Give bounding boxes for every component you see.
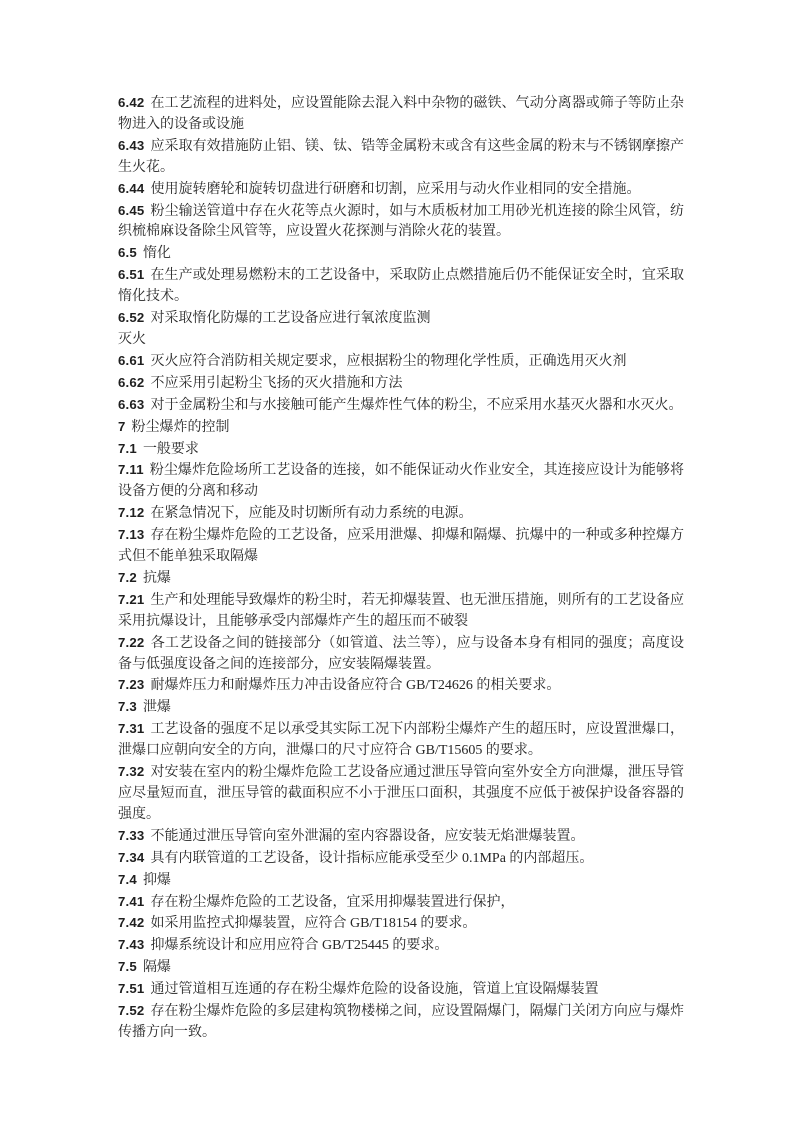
clause-number: 7.32 — [118, 764, 145, 780]
clause-paragraph — [118, 762, 684, 826]
clause-text: 灭火 — [118, 331, 146, 347]
clause-number: 7.23 — [118, 677, 145, 693]
clause-number: 7.34 — [118, 849, 145, 865]
clause-text: 如采用监控式抑爆装置，应符合 GB/T18154 的要求。 — [150, 916, 477, 932]
clause-number: 7.51 — [118, 981, 145, 997]
clause-number: 6.44 — [118, 180, 145, 196]
clause-text: 耐爆炸压力和耐爆炸压力冲击设备应符合 GB/T24626 的相关要求。 — [150, 678, 561, 694]
clause-paragraph — [118, 957, 684, 979]
clause-paragraph — [118, 460, 684, 503]
clause-paragraph — [118, 179, 684, 201]
clause-paragraph — [118, 697, 684, 719]
clause-number: 7.41 — [118, 893, 145, 909]
clause-text: 不能通过泄压导管向室外泄漏的室内容器设备，应安装无焰泄爆装置。 — [150, 828, 585, 844]
clause-number: 7.13 — [118, 527, 145, 543]
clause-paragraph — [118, 568, 684, 590]
clause-paragraph — [118, 439, 684, 461]
clause-number: 7.22 — [118, 634, 145, 650]
clause-number: 7.1 — [118, 440, 137, 456]
clause-paragraph — [118, 633, 684, 676]
clause-number: 6.51 — [118, 267, 145, 283]
clause-number: 6.5 — [118, 245, 137, 261]
clause-paragraph — [118, 93, 684, 136]
clause-paragraph — [118, 373, 684, 395]
clause-text: 不应采用引起粉尘飞扬的灭火措施和方法 — [150, 375, 403, 391]
clause-number: 7.2 — [118, 569, 137, 585]
clause-paragraph — [118, 503, 684, 525]
clause-number: 6.62 — [118, 374, 145, 390]
clause-paragraph — [118, 675, 684, 697]
clause-number: 6.45 — [118, 202, 145, 218]
clause-text: 抑爆 — [142, 872, 171, 888]
clause-paragraph — [118, 1001, 684, 1044]
clause-text: 粉尘爆炸危险场所工艺设备的连接，如不能保证动火作业安全，其连接应设计为能够将设备方便的分离和移动 — [118, 463, 684, 500]
clause-number: 7.11 — [118, 462, 144, 478]
clause-number: 7.42 — [118, 915, 145, 931]
clause-number: 7.52 — [118, 1003, 145, 1019]
clause-text: 各工艺设备之间的链接部分（如管道、法兰等），应与设备本身有相同的强度；高度设备与低强度设备之间的连接部分，应安装隔爆装置。 — [118, 635, 684, 672]
clause-text: 存在粉尘爆炸危险的多层建构筑物楼梯之间，应设置隔爆门，隔爆门关闭方向应与爆炸传播方向一致。 — [118, 1004, 684, 1040]
clause-number: 6.63 — [118, 396, 145, 412]
clause-text: 生产和处理能导致爆炸的粉尘时，若无抑爆装置、也无泄压措施，则所有的工艺设备应采用抗爆设计，且能够承受内部爆炸产生的超压而不破裂 — [118, 592, 684, 629]
clause-text: 灭火应符合消防相关规定要求，应根据粉尘的物理化学性质，正确选用灭火剂 — [150, 353, 627, 369]
clause-text: 工艺设备的强度不足以承受其实际工况下内部粉尘爆炸产生的超压时，应设置泄爆口，泄爆口应朝向安全的方向，泄爆口的尺寸应符合 GB/T15605 的要求。 — [118, 722, 684, 759]
clause-paragraph — [118, 848, 684, 870]
clause-number: 7 — [118, 418, 126, 434]
clause-paragraph — [118, 265, 684, 308]
clause-paragraph — [118, 913, 684, 935]
clause-paragraph — [118, 330, 684, 351]
clause-text: 应采取有效措施防止铝、镁、钛、锆等金属粉末或含有这些金属的粉末与不锈钢摩擦产生火花。 — [118, 138, 684, 175]
clause-text: 粉尘爆炸的控制 — [131, 419, 230, 435]
clause-paragraph — [118, 892, 684, 914]
clause-paragraph — [118, 590, 684, 633]
clause-text: 一般要求 — [142, 441, 199, 457]
clause-paragraph — [118, 308, 684, 330]
clause-text: 使用旋转磨轮和旋转切盘进行研磨和切割，应采用与动火作业相同的安全措施。 — [150, 181, 641, 197]
clause-text: 抗爆 — [142, 570, 171, 586]
clause-text: 隔爆 — [142, 960, 171, 976]
clause-text: 惰化 — [142, 246, 171, 262]
document-body — [118, 93, 684, 1044]
clause-number: 7.21 — [118, 591, 145, 607]
clause-paragraph — [118, 351, 684, 373]
clause-paragraph — [118, 826, 684, 848]
clause-number: 6.52 — [118, 310, 145, 326]
clause-text: 对于金属粉尘和与水接触可能产生爆炸性气体的粉尘，不应采用水基灭火器和水灭火。 — [150, 397, 683, 413]
clause-paragraph — [118, 935, 684, 957]
clause-paragraph — [118, 870, 684, 892]
clause-paragraph — [118, 395, 684, 417]
clause-number: 7.43 — [118, 937, 145, 953]
clause-text: 具有内联管道的工艺设备，设计指标应能承受至少 0.1MPa 的内部超压。 — [150, 850, 594, 866]
clause-number: 6.42 — [118, 95, 145, 110]
clause-paragraph — [118, 136, 684, 179]
clause-number: 6.61 — [118, 352, 145, 368]
clause-number: 7.3 — [118, 699, 137, 715]
clause-text: 存在粉尘爆炸危险的工艺设备，宜采用抑爆装置进行保护， — [150, 894, 515, 910]
clause-number: 7.5 — [118, 959, 137, 975]
clause-text: 在紧急情况下，应能及时切断所有动力系统的电源。 — [150, 506, 473, 522]
clause-paragraph — [118, 525, 684, 568]
clause-text: 存在粉尘爆炸危险的工艺设备，应采用泄爆、抑爆和隔爆、抗爆中的一种或多种控爆方式但不能单独采取隔爆 — [118, 528, 684, 565]
clause-number: 7.12 — [118, 505, 145, 521]
clause-paragraph — [118, 719, 684, 762]
clause-text: 对采取惰化防爆的工艺设备应进行氧浓度监测 — [150, 311, 431, 327]
clause-number: 7.31 — [118, 721, 145, 737]
clause-text: 泄爆 — [142, 700, 171, 716]
clause-paragraph — [118, 243, 684, 265]
clause-number: 7.33 — [118, 827, 145, 843]
clause-paragraph — [118, 417, 684, 439]
clause-number: 7.4 — [118, 871, 137, 887]
clause-number: 6.43 — [118, 137, 145, 153]
clause-text: 在工艺流程的进料处，应设置能除去混入料中杂物的磁铁、气动分离器或筛子等防止杂物进入的设备或设施 — [118, 96, 684, 132]
clause-text: 通过管道相互连通的存在粉尘爆炸危险的设备设施，管道上宜设隔爆装置 — [150, 982, 599, 998]
clause-text: 粉尘输送管道中存在火花等点火源时，如与木质板材加工用砂光机连接的除尘风管，纺织梳棉麻设备除尘风管等，应设置火花探测与消除火花的装置。 — [118, 203, 684, 240]
clause-text: 对安装在室内的粉尘爆炸危险工艺设备应通过泄压导管向室外安全方向泄爆，泄压导管应尽量短而直，泄压导管的截面积应不小于泄压口面积，其强度不应低于被保护设备容器的强度。 — [118, 765, 684, 822]
clause-text: 抑爆系统设计和应用应符合 GB/T25445 的要求。 — [150, 938, 449, 954]
clause-text: 在生产或处理易燃粉末的工艺设备中，采取防止点燃措施后仍不能保证安全时，宜采取惰化技术。 — [118, 268, 684, 305]
clause-paragraph — [118, 201, 684, 244]
clause-paragraph — [118, 979, 684, 1001]
